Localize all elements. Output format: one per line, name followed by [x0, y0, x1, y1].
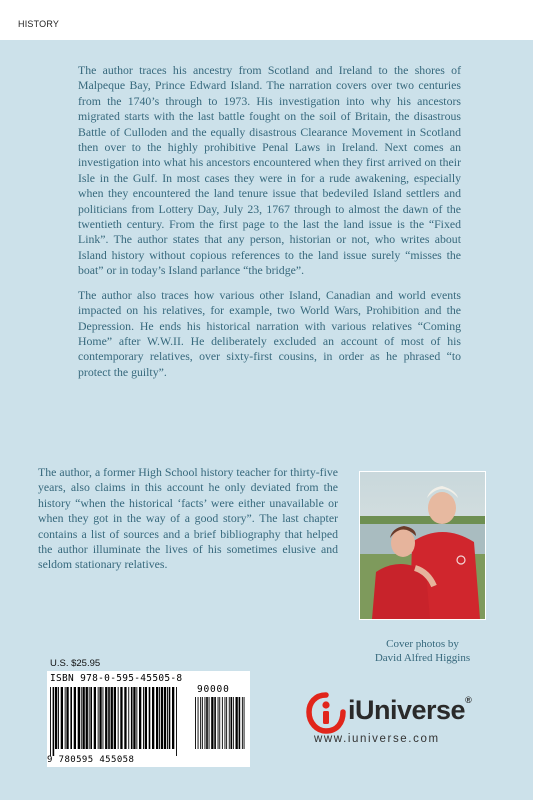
author-photo [359, 471, 486, 620]
barcode-bar [239, 697, 241, 749]
publisher-url: www.iuniverse.com [314, 733, 440, 745]
barcode-bar [242, 697, 243, 749]
barcode-bar [233, 697, 234, 749]
publisher-name-text: iUniverse [348, 695, 466, 725]
price-code: 90000 [197, 684, 230, 695]
barcode-bar [139, 687, 141, 749]
barcode-bar [200, 697, 201, 749]
price-label: U.S. $25.95 [50, 658, 101, 669]
barcode-bar [172, 687, 174, 749]
barcode-bar [105, 687, 107, 749]
photo-credit-line-2: David Alfred Higgins [374, 652, 471, 664]
barcode-bar [133, 687, 135, 749]
photo-credit-line-1: Cover photos by [386, 638, 459, 650]
barcode-bar [152, 687, 154, 749]
barcode-bar [78, 687, 80, 749]
publisher-name [348, 695, 471, 726]
barcode-bar [226, 697, 227, 749]
isbn-number: ISBN 978-0-595-45505-8 [50, 673, 183, 684]
registered-mark: ® [465, 695, 472, 705]
barcode-bar [55, 687, 57, 749]
barcode-bar [83, 687, 85, 749]
barcode-bar [214, 697, 216, 749]
barcode-bar [176, 687, 177, 756]
barcode-bar [98, 687, 99, 749]
book-description [78, 63, 461, 389]
barcode-bar [219, 697, 220, 749]
barcode-bar [53, 687, 55, 756]
barcode-bar [206, 697, 208, 749]
barcode-bar [231, 697, 233, 749]
barcode-bar [143, 687, 144, 749]
barcode-bar [120, 687, 122, 749]
barcode-bar [74, 687, 76, 749]
barcode-bar [99, 687, 101, 749]
barcode-bar [167, 687, 168, 749]
barcode-bar [103, 687, 104, 749]
barcode-bar [61, 687, 63, 749]
barcode-bar [222, 697, 223, 749]
author-bio: The author, a former High School history teacher for thirty-five years, also claims in this account he only deviated from the history “when the historical ‘facts’ were either unavailable or when they got in the way of a good story”. The last chapter contains a list of sources and a brief bibliography that helped the author illuminate the lives of his sometimes elusive and seldom stationary relatives. [38, 465, 338, 572]
barcode [47, 671, 250, 767]
barcode-bar [229, 697, 230, 749]
barcode-bar [124, 687, 126, 749]
barcode-bar [156, 687, 158, 749]
barcode-bar [236, 697, 238, 749]
barcode-bar [118, 687, 119, 749]
barcode-bar [89, 687, 90, 749]
iuniverse-logo-icon [306, 692, 346, 734]
barcode-bar [136, 687, 137, 749]
ean-number: 9 780595 455058 [47, 755, 135, 765]
barcode-bar [244, 697, 245, 749]
barcode-bar [108, 687, 110, 749]
barcode-bar [195, 697, 196, 749]
barcode-bar [114, 687, 116, 749]
barcode-bar [225, 697, 226, 749]
barcode-bar [128, 687, 129, 749]
barcode-bar [86, 687, 88, 749]
description-paragraph-1: The author traces his ancestry from Scotland and Ireland to the shores of Malpeque Bay, Prince Edward Island. The narration covers over two centuries from the 1740’s through to 1973. His investigation into why his ancestors migrated starts with the last battle fought on the soil of Britain, the disastrous Battle of Culloden and the equally disastrous Clearance Movement in Scotland then over to the highly prohibitive Penal Laws in Ireland. Next comes an investigation into what his ancestors encountered when they first arrived on their Isle in the Gulf. In most cases they were in for a rude awakening, especially when they encountered the land tenure issue that bedeviled Island settlers and politicians from Lottery Day, July 23, 1767 through to almost the dawn of the twentieth century. From the first page to the last the land issue is the “Fixed Link”. The author states that any person, historian or not, who writes about Island history without copious references to the land issue surely “misses the boat” or in today’s Island parlance “the bridge”. [78, 63, 461, 278]
barcode-bar [202, 697, 203, 749]
barcode-bar [66, 687, 68, 749]
barcode-bar [149, 687, 151, 749]
photo-credit [359, 637, 486, 665]
barcode-bar [111, 687, 113, 749]
barcode-bar [131, 687, 133, 749]
barcode-bar [205, 697, 206, 749]
barcode-bar [161, 687, 163, 749]
barcode-bar [94, 687, 96, 749]
barcode-bar [159, 687, 160, 749]
top-band [0, 0, 533, 40]
barcode-bar [70, 687, 72, 749]
barcode-bar [198, 697, 199, 749]
barcode-bar [65, 687, 66, 749]
category-label: HISTORY [18, 19, 60, 29]
barcode-bar [211, 697, 213, 749]
barcode-bar [145, 687, 147, 749]
barcode-bar [58, 687, 59, 749]
barcode-bar [81, 687, 82, 749]
barcode-addon-bars [195, 697, 246, 756]
barcode-bar [90, 687, 92, 749]
author-photo-image [360, 472, 485, 619]
barcode-bar [164, 687, 166, 749]
barcode-bar [50, 687, 51, 756]
barcode-bar [169, 687, 171, 749]
barcode-bars [50, 687, 178, 756]
barcode-bar [209, 697, 210, 749]
description-paragraph-2: The author also traces how various other Island, Canadian and world events impacted on his relatives, for example, two World Wars, Prohibition and the Depression. He ends his historical narration with various relatives “Coming Home” after W.W.II. He deliberately excluded an account of most of his contemporary relatives, over sixty-first cousins, in order as he phrased “to protect the guilty”. [78, 287, 461, 379]
publisher-logo [302, 692, 492, 752]
barcode-bar [218, 697, 219, 749]
